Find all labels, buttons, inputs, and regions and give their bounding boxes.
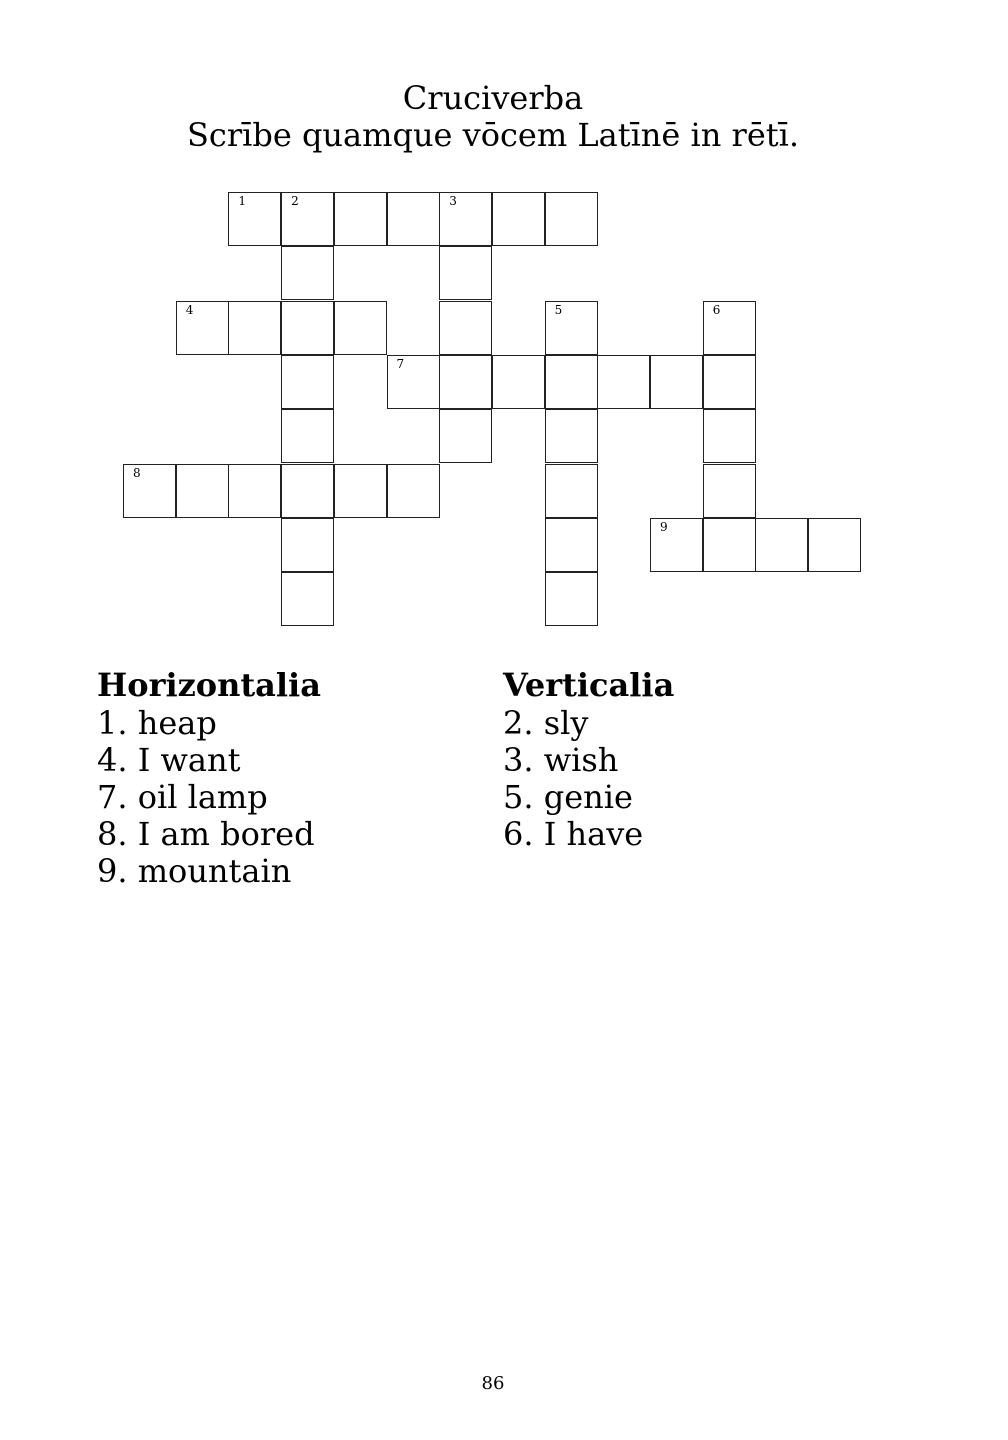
cell-number: 2: [291, 194, 299, 208]
grid-cell[interactable]: [387, 355, 440, 409]
grid-cell[interactable]: [176, 464, 229, 518]
grid-cell[interactable]: [545, 301, 598, 355]
grid-cell[interactable]: [281, 301, 334, 355]
cell-number: 9: [660, 519, 668, 534]
cell-number: 8: [133, 465, 141, 480]
grid-cell[interactable]: [439, 409, 492, 463]
cell-number: 6: [712, 302, 721, 317]
crossword-grid: [0, 0, 1008, 660]
grid-cell[interactable]: [228, 192, 281, 246]
grid-cell[interactable]: [650, 355, 703, 409]
grid-cell[interactable]: [123, 464, 176, 518]
grid-cell[interactable]: [334, 301, 387, 355]
grid-cell[interactable]: [545, 518, 598, 572]
grid-cell[interactable]: [808, 518, 861, 572]
across-clue: 9. mountain: [97, 852, 292, 890]
puzzle-title: Cruciverba: [402, 79, 584, 117]
down-clue: 2. sly: [503, 704, 589, 742]
grid-cell[interactable]: [176, 301, 229, 355]
grid-cell[interactable]: [281, 192, 334, 246]
grid-cell[interactable]: [597, 355, 650, 409]
cell-number: 3: [449, 194, 457, 208]
grid-cell[interactable]: [228, 464, 281, 518]
grid-cell[interactable]: [439, 355, 492, 409]
across-clue-list: [97, 705, 321, 890]
puzzle-instructions: Scrībe quamque vōcem Latīnē in rētī.: [186, 116, 800, 154]
cell-number: 7: [396, 356, 405, 371]
grid-cell[interactable]: [281, 246, 334, 300]
grid-cell[interactable]: [545, 572, 598, 626]
grid-cell[interactable]: [439, 246, 492, 300]
grid-cell[interactable]: [281, 464, 334, 518]
grid-cell[interactable]: [492, 192, 545, 246]
cell-number: 4: [185, 302, 194, 317]
grid-cell[interactable]: [439, 301, 492, 355]
down-heading: Verticalia: [503, 666, 675, 704]
grid-cell[interactable]: [228, 301, 281, 355]
grid-cell[interactable]: [650, 518, 703, 572]
cell-number: 1: [238, 194, 247, 208]
grid-cell[interactable]: [492, 355, 545, 409]
grid-cell[interactable]: [281, 572, 334, 626]
down-clue: 3. wish: [503, 741, 619, 779]
down-clue: 5. genie: [503, 778, 633, 816]
down-clue: 6. I have: [503, 815, 644, 853]
grid-cell[interactable]: [703, 464, 756, 518]
grid-cell[interactable]: [545, 355, 598, 409]
down-clues: [503, 665, 674, 853]
grid-cell[interactable]: [703, 355, 756, 409]
grid-cell[interactable]: [545, 464, 598, 518]
across-clue: 1. heap: [97, 704, 217, 742]
grid-cell[interactable]: [439, 192, 492, 246]
grid-cell[interactable]: [334, 192, 387, 246]
down-clue-list: [503, 705, 674, 853]
across-clue: 7. oil lamp: [97, 778, 268, 816]
grid-cell[interactable]: [334, 464, 387, 518]
across-clues: [97, 665, 321, 890]
across-heading: Horizontalia: [97, 666, 321, 704]
grid-cell[interactable]: [281, 355, 334, 409]
grid-cell[interactable]: [545, 192, 598, 246]
page-number: 86: [481, 1373, 505, 1394]
grid-cell[interactable]: [281, 409, 334, 463]
cell-number: 5: [554, 302, 563, 317]
across-clue: 8. I am bored: [97, 815, 315, 853]
across-clue: 4. I want: [97, 741, 241, 779]
grid-cell[interactable]: [281, 518, 334, 572]
grid-cell[interactable]: [545, 409, 598, 463]
grid-cell[interactable]: [387, 464, 440, 518]
grid-cell[interactable]: [703, 518, 756, 572]
grid-cell[interactable]: [387, 192, 440, 246]
grid-cell[interactable]: [703, 409, 756, 463]
grid-cell[interactable]: [703, 301, 756, 355]
grid-cell[interactable]: [755, 518, 808, 572]
